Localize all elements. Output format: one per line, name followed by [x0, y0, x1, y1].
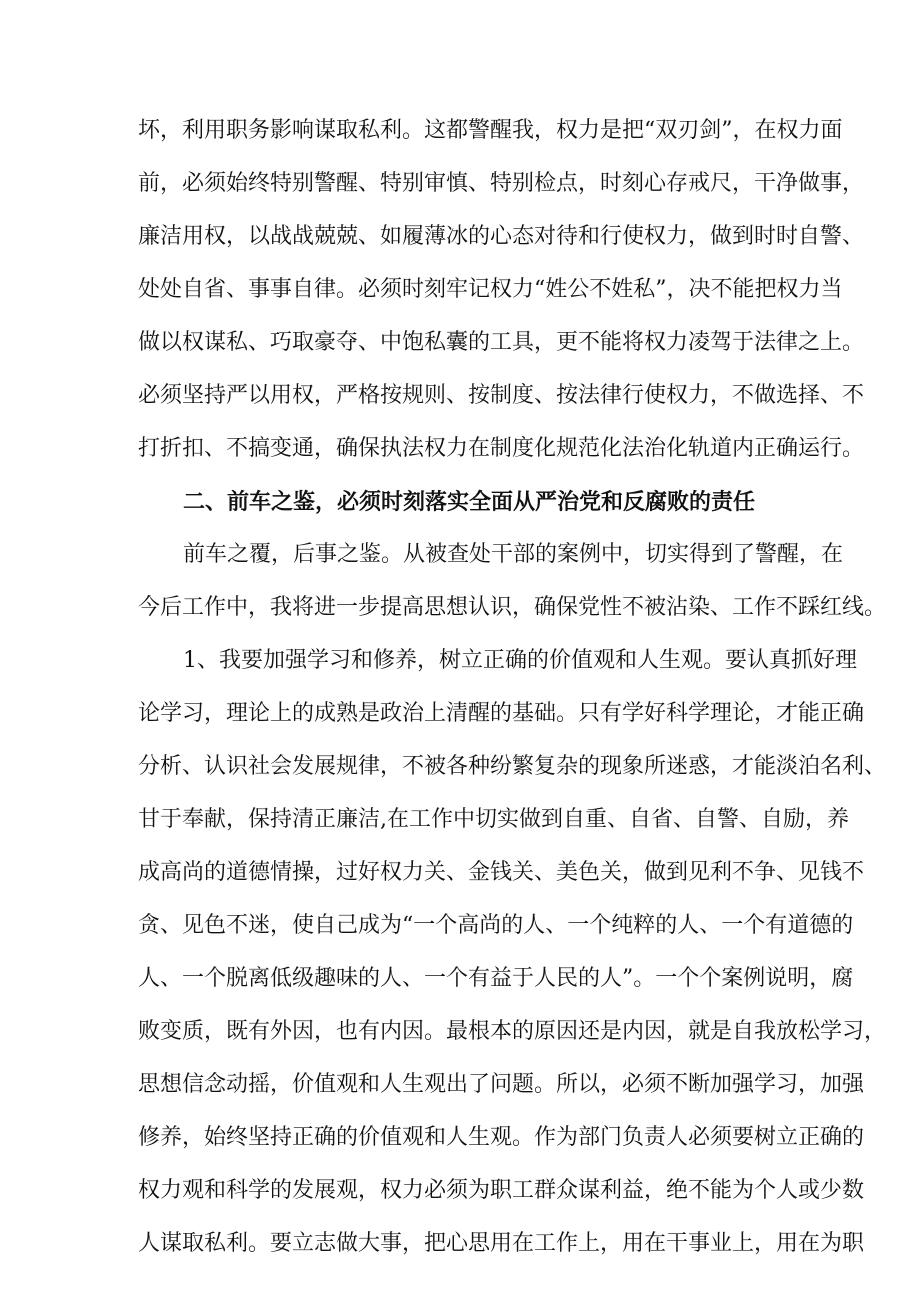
text-line: 前，必须始终特别警醒、特别审慎、特别检点，时刻心存戒尺，干净做事， — [138, 171, 865, 196]
text-line: 今后工作中，我将进一步提高思想认识，确保党性不被沾染、工作不踩红线。 — [138, 595, 887, 620]
text-line: 权力观和科学的发展观，权力必须为职工群众谋利益，绝不能为个人或少数 — [138, 1178, 865, 1203]
text-line: 前车之覆，后事之鉴。从被查处干部的案例中，切实得到了警醒，在 — [183, 542, 844, 567]
text-line: 贪、见色不迷，使自己成为“一个高尚的人、一个纯粹的人、一个有道德的 — [138, 913, 854, 938]
text-line: 做以权谋私、巧取豪夺、中饱私囊的工具，更不能将权力凌驾于法律之上。 — [138, 330, 865, 355]
text-line: 论学习，理论上的成熟是政治上清醒的基础。只有学好科学理论，才能正确 — [138, 701, 865, 726]
text-line: 廉洁用权，以战战兢兢、如履薄冰的心态对待和行使权力，做到时时自警、 — [138, 224, 865, 249]
text-line: 坏，利用职务影响谋取私利。这都警醒我，权力是把“双刃剑”，在权力面 — [138, 118, 843, 143]
text-line: 败变质，既有外因，也有内因。最根本的原因还是内因，就是自我放松学习， — [138, 1019, 887, 1044]
text-line: 必须坚持严以用权，严格按规则、按制度、按法律行使权力，不做选择、不 — [138, 383, 865, 408]
text-line: 成高尚的道德情操，过好权力关、金钱关、美色关，做到见利不争、见钱不 — [138, 860, 865, 885]
text-line: 打折扣、不搞变通，确保执法权力在制度化规范化法治化轨道内正确运行。 — [138, 436, 865, 461]
text-line: 分析、认识社会发展规律，不被各种纷繁复杂的现象所迷惑，才能淡泊名利、 — [138, 754, 887, 779]
text-line: 修养，始终坚持正确的价值观和人生观。作为部门负责人必须要树立正确的 — [138, 1125, 865, 1150]
text-line: 甘于奉献，保持清正廉洁,在工作中切实做到自重、自省、自警、自励，养 — [138, 807, 849, 832]
section-heading: 二、前车之鉴，必须时刻落实全面从严治党和反腐败的责任 — [183, 489, 756, 515]
text-line: 1、我要加强学习和修养，树立正确的价值观和人生观。要认真抓好理 — [183, 648, 857, 673]
text-line: 人、一个脱离低级趣味的人、一个有益于人民的人”。一个个案例说明，腐 — [138, 966, 854, 991]
text-line: 思想信念动摇，价值观和人生观出了问题。所以，必须不断加强学习，加强 — [138, 1072, 865, 1097]
text-line: 人谋取私利。要立志做大事，把心思用在工作上，用在干事业上，用在为职 — [138, 1231, 865, 1256]
text-line: 处处自省、事事自律。必须时刻牢记权力“姓公不姓私”，决不能把权力当 — [138, 277, 843, 302]
